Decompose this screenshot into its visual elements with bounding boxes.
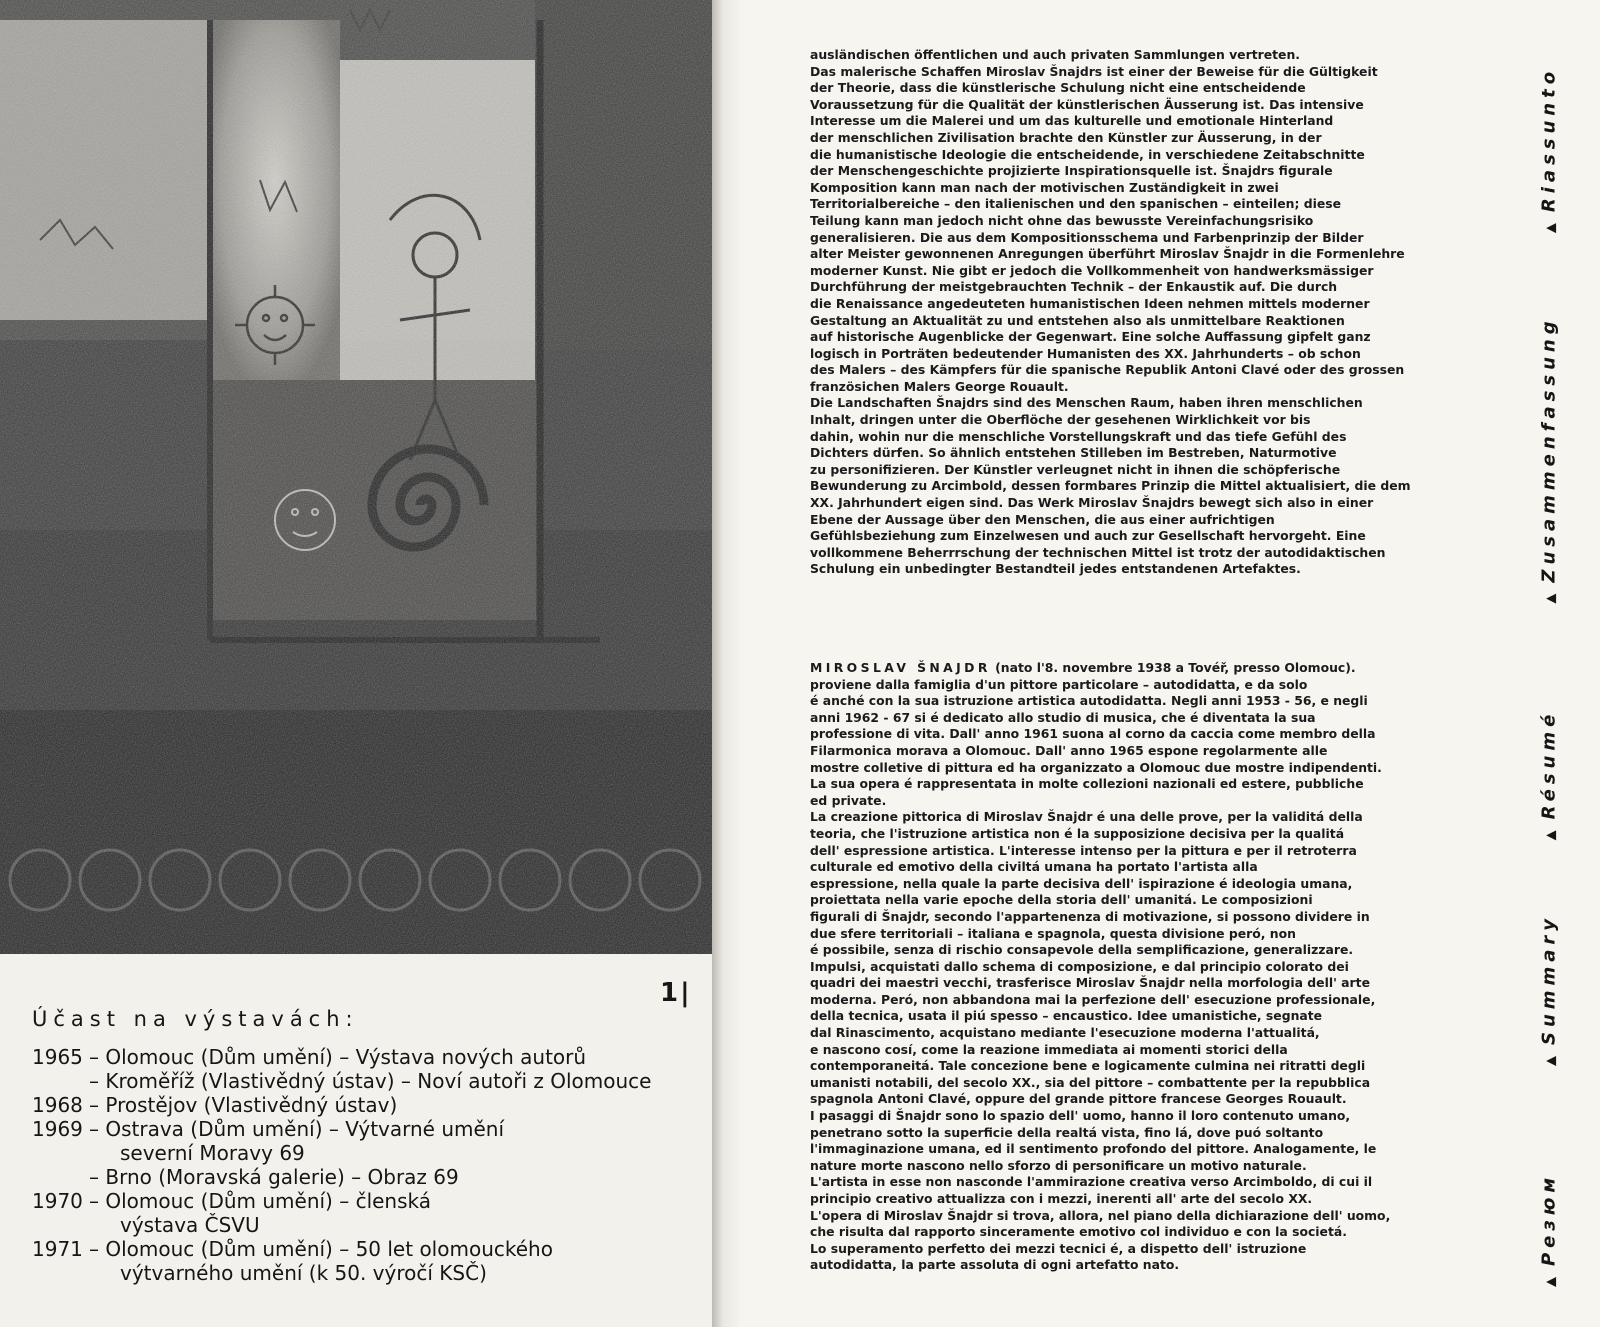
triangle-icon: ▲ <box>1543 218 1559 234</box>
triangle-icon: ▲ <box>1543 1051 1559 1067</box>
german-line: logisch in Porträten bedeutender Humanisten des XX. Jahrhunderts – ob schon <box>810 345 1361 361</box>
german-line: französichen Malers George Rouault. <box>810 378 1069 394</box>
german-line: moderner Kunst. Nie gibt er jedoch die Vollkommenheit von handwerksmässiger <box>810 262 1374 278</box>
exhibition-entry <box>32 1261 702 1285</box>
exhibition-text: výstava ČSVU <box>120 1213 260 1237</box>
label-summary: ▲Summary <box>1538 913 1560 1067</box>
italian-line: Filarmonica morava a Olomouc. Dall' anno 1965 espone regolarmente alle <box>810 742 1328 758</box>
encaustic-painting <box>0 0 712 954</box>
german-line: Komposition kann man nach der motivischen Zuständigkeit in zwei <box>810 179 1279 195</box>
italian-line: proiettata nella varie epoche della storia dell' umanitá. Le composizioni <box>810 892 1313 908</box>
italian-line: principio creativo attualizza con i mezzi, inerenti all' arte del secolo XX. <box>810 1191 1313 1206</box>
exhibition-text: – Olomouc (Dům umění) – 50 let olomouckého <box>89 1237 553 1261</box>
exhibition-text: – Olomouc (Dům umění) – členská <box>89 1189 432 1213</box>
german-line: Voraussetzung für die Qualität der künstlerischen Äusserung ist. Das intensive <box>810 96 1364 112</box>
exhibitions-heading: Účast na výstavách: <box>32 1007 359 1031</box>
german-line: Schulung ein unbedingter Bestandteil jedes entstandenen Artefaktes. <box>810 561 1301 577</box>
german-line: Gestaltung an Aktualität zu und entstehen also als unmittelbare Reaktionen <box>810 312 1345 328</box>
german-line: die Renaissance angedeuteten humanistischen Ideen nehmen mittels moderner <box>810 295 1370 311</box>
german-line: die humanistische Ideologie die entscheidende, in verschiedene Zeitabschnitte <box>810 146 1365 162</box>
german-line: der Menschengeschichte projizierte Inspirationsquelle ist. Šnajdrs figurale <box>810 163 1333 179</box>
exhibitions-list <box>32 1045 702 1285</box>
exhibition-year: 1965 <box>32 1045 83 1069</box>
german-line: dahin, wohin nur die menschliche Vorstellungskraft und das tiefe Gefühl des <box>810 428 1347 444</box>
exhibition-year: 1969 <box>32 1117 83 1141</box>
italian-line: (nato l'8. novembre 1938 a Tovéř, presso Olomouc). <box>990 660 1356 675</box>
triangle-icon: ▲ <box>1543 825 1559 841</box>
german-line: Durchführung der meistgebrauchten Technik – der Enkaustik auf. Die durch <box>810 279 1338 295</box>
italian-line: L'opera di Miroslav Šnajdr si trova, allora, nel piano della dichiarazione dell' uomo, <box>810 1207 1391 1223</box>
exhibition-text: – Kroměříž (Vlastivědný ústav) – Noví autoři z Olomouce <box>89 1069 652 1093</box>
exhibition-entry <box>32 1093 702 1117</box>
italian-line: umanisti notabili, del secolo XX., sia del pittore – combattente per la repubblica <box>810 1074 1371 1090</box>
german-line: Ebene der Aussage über den Menschen, die aus einer aufrichtigen <box>810 511 1275 527</box>
exhibition-text: – Ostrava (Dům umění) – Výtvarné umění <box>89 1117 505 1141</box>
left-page <box>0 0 712 1327</box>
exhibition-year: 1968 <box>32 1093 83 1117</box>
exhibition-text: výtvarného umění (k 50. výročí KSČ) <box>120 1261 487 1285</box>
italian-line: anni 1962 - 67 si é dedicato allo studio di musica, che é diventata la sua <box>810 709 1316 725</box>
italian-line: proviene dalla famiglia d'un pittore particolare – autodidatta, e da solo <box>810 676 1308 692</box>
italian-line: due sfere territoriali – italiana e spagnola, questa divisione peró, non <box>810 925 1296 941</box>
german-line: Inhalt, dringen unter die Oberflöche der gesehenen Wirklichkeit vor bis <box>810 412 1311 428</box>
language-labels <box>1520 40 1578 1310</box>
triangle-icon: ▲ <box>1543 1272 1559 1288</box>
german-line: Territorialbereiche – den italienischen und den spanischen – einteilen; diese <box>810 196 1342 212</box>
italian-line: mostre colletive di pittura ed ha organizzato a Olomouc due mostre indipendenti. <box>810 759 1382 775</box>
exhibition-entry <box>32 1189 702 1213</box>
italian-line: moderna. Peró, non abbandona mai la perfezione dell' esecuzione professionale, <box>810 991 1376 1007</box>
italian-line: quadri dei maestri vecchi, trasferisce Miroslav Šnajdr nella morfologia dell' arte <box>810 975 1370 991</box>
german-line: Das malerische Schaffen Miroslav Šnajdrs ist einer der Beweise für die Gültigkeit <box>810 63 1378 79</box>
exhibition-entry <box>32 1045 702 1069</box>
page-number: 1| <box>660 978 692 1008</box>
exhibition-entry <box>32 1141 702 1165</box>
german-line: generalisieren. Die aus dem Kompositionsschema und Farbenprinzip der Bilder <box>810 229 1364 245</box>
label-zusammenfassung: ▲Zusammenfassung <box>1538 316 1560 604</box>
german-line: Teilung kann man jedoch nicht ohne das bewusste Vereinfachungsrisiko <box>810 212 1314 228</box>
label-riassunto: ▲Riassunto <box>1538 66 1560 234</box>
italian-line: della tecnica, usata il piú spesso – encaustico. Idee umanistiche, segnate <box>810 1008 1323 1024</box>
label-rezyum: ▲Резюм <box>1538 1172 1560 1288</box>
artist-name: MIROSLAV ŠNAJDR <box>810 660 991 675</box>
triangle-icon: ▲ <box>1543 588 1559 604</box>
italian-line: La sua opera é rappresentata in molte collezioni nazionali ed estere, pubbliche <box>810 776 1364 792</box>
italian-line: e nascono cosí, come la reazione immediata ai momenti storici della <box>810 1041 1288 1057</box>
italian-line: L'artista in esse non nasconde l'ammirazione creativa verso Arcimboldo, di cui il <box>810 1174 1373 1190</box>
italian-line: nature morte nascono nello sforzo di personificare un motivo naturale. <box>810 1157 1307 1173</box>
german-line: der menschlichen Zivilisation brachte den Künstler zur Äusserung, in der <box>810 129 1322 145</box>
italian-line: Lo superamento perfetto dei mezzi tecnici é, a dispetto dell' istruzione <box>810 1240 1307 1256</box>
exhibition-text: – Prostějov (Vlastivědný ústav) <box>89 1093 398 1117</box>
italian-line: contemporaneitá. Tale concezione bene e logicamente culmina nei ritratti degli <box>810 1058 1366 1074</box>
exhibition-entry <box>32 1213 702 1237</box>
italian-line: autodidatta, la parte assoluta di ogni artefatto nato. <box>810 1257 1180 1273</box>
exhibition-text: – Brno (Moravská galerie) – Obraz 69 <box>89 1165 459 1189</box>
exhibition-entry <box>32 1069 702 1093</box>
italian-line: dal Rinascimento, acquistano mediante l'esecuzione moderna l'attualitá, <box>810 1025 1320 1041</box>
exhibition-year: 1971 <box>32 1237 83 1261</box>
artwork-reproduction <box>0 0 712 954</box>
book-gutter <box>712 0 740 1327</box>
right-page <box>740 0 1600 1327</box>
german-summary <box>810 47 1450 578</box>
italian-first-line <box>810 660 1450 677</box>
italian-line: é possibile, senza di rischio consapevole della semplificazione, generalizzare. <box>810 942 1354 958</box>
italian-line: espressione, nella quale la parte decisiva dell' ispirazione é ideologia umana, <box>810 875 1353 891</box>
italian-line: che risulta dal rapporto sinceramente emotivo col individuo e con la societá. <box>810 1224 1347 1240</box>
italian-line: Impulsi, acquistati dallo schema di composizione, e dal principio colorato dei <box>810 958 1349 974</box>
italian-line: La creazione pittorica di Miroslav Šnajdr é una delle prove, per la validitá della <box>810 809 1363 825</box>
italian-line: dell' espressione artistica. L'interesse intenso per la pittura e per il retroterra <box>810 842 1357 858</box>
german-line: der Theorie, dass die künstlerische Schulung nicht eine entscheidende <box>810 80 1306 96</box>
german-line: Interesse um die Malerei und um das kulturelle und emotionale Hinterland <box>810 113 1334 129</box>
italian-line: penetrano sotto la superficie della realtá vista, fino lá, dove puó soltanto <box>810 1124 1324 1140</box>
exhibition-year: 1970 <box>32 1189 83 1213</box>
italian-line: I pasaggi di Šnajdr sono lo spazio dell' uomo, hanno il loro contenuto umano, <box>810 1108 1351 1124</box>
german-line: Bewunderung zu Arcimbold, dessen formbares Prinzip die Mittel aktualisiert, die dem <box>810 478 1411 494</box>
italian-line: é anché con la sua istruzione artistica autodidatta. Negli anni 1953 - 56, e negli <box>810 693 1368 709</box>
exhibition-entry <box>32 1165 702 1189</box>
german-line: auf historische Augenblicke der Gegenwart. Eine solche Auffassung gipfelt ganz <box>810 329 1371 345</box>
german-line: alter Meister gewonnenen Anregungen überführt Miroslav Šnajdr in die Formenlehre <box>810 246 1405 262</box>
german-line: Dichters dürfen. So ähnlich entstehen Stilleben im Bestreben, Naturmotive <box>810 445 1337 461</box>
italian-line: figurali di Šnajdr, secondo l'appartenenza di motivazione, si possono dividere in <box>810 908 1370 924</box>
exhibition-text: – Olomouc (Dům umění) – Výstava nových autorů <box>89 1045 587 1069</box>
label-resume: ▲Résumé <box>1538 709 1560 841</box>
italian-summary <box>810 660 1450 1274</box>
italian-line: professione di vita. Dall' anno 1961 suona al corno da caccia come membro della <box>810 726 1376 742</box>
italian-line: l'immaginazione umana, ed il sentimento profondo del pittore. Analogamente, le <box>810 1141 1377 1157</box>
german-line: XX. Jahrhundert eigen sind. Das Werk Miroslav Šnajdrs bewegt sich also in einer <box>810 495 1374 511</box>
italian-line: ed private. <box>810 792 887 808</box>
exhibition-entry <box>32 1237 702 1261</box>
german-line: des Malers – des Kämpfers für die spanische Republik Antoni Clavé oder des grossen <box>810 362 1405 378</box>
german-line: Gefühlsbeziehung zum Einzelwesen und auch zur Gesellschaft hervorgeht. Eine <box>810 528 1366 544</box>
italian-line: culturale ed emotivo della civiltá umana ha portato l'artista alla <box>810 859 1258 875</box>
german-line: Die Landschaften Šnajdrs sind des Menschen Raum, haben ihren menschlichen <box>810 395 1363 411</box>
exhibition-text: severní Moravy 69 <box>120 1141 305 1165</box>
italian-line: spagnola Antoni Clavé, oppure del grande pittore francese Georges Rouault. <box>810 1091 1347 1107</box>
exhibition-entry <box>32 1117 702 1141</box>
german-line: vollkommene Beherrrschung der technischen Mittel ist trotz der autodidaktischen <box>810 544 1386 560</box>
german-line: zu personifizieren. Der Künstler verleugnet nicht in ihnen die schöpferische <box>810 461 1341 477</box>
italian-line: teoria, che l'istruzione artistica non é la supposizione decisiva per la qualitá <box>810 825 1345 841</box>
german-line: ausländischen öffentlichen und auch privaten Sammlungen vertreten. <box>810 47 1300 62</box>
